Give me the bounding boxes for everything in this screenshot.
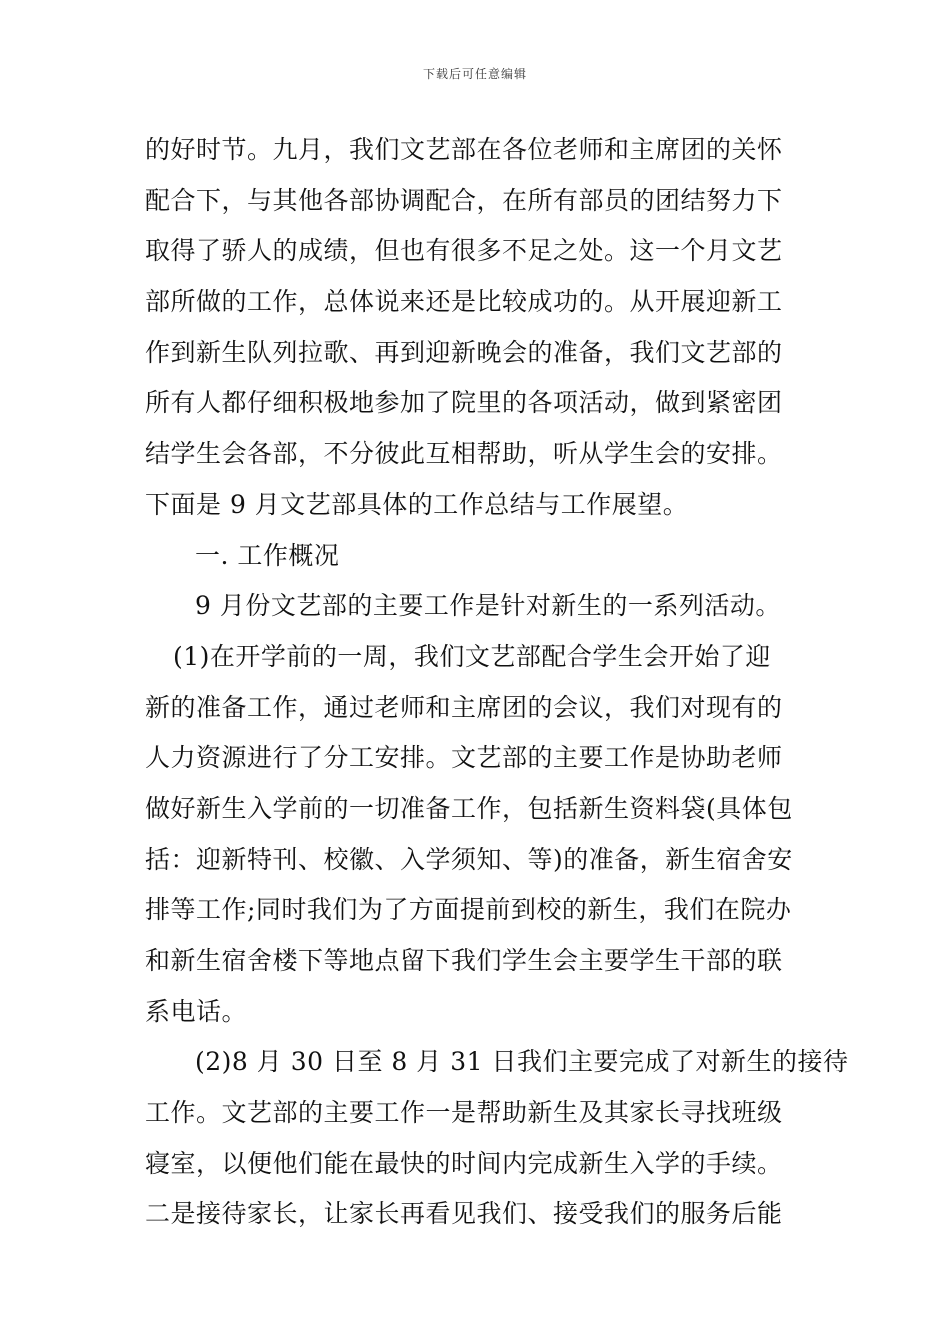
text-line: 下面是 9 月文艺部具体的工作总结与工作展望。	[145, 489, 689, 519]
text-line: 人力资源进行了分工安排。文艺部的主要工作是协助老师	[145, 743, 783, 773]
text-line: 括：迎新特刊、校徽、入学须知、等)的准备，新生宿舍安	[145, 844, 793, 874]
section-heading: 一. 工作概况	[195, 540, 340, 570]
text-line: 新的准备工作，通过老师和主席团的会议，我们对现有的	[145, 692, 783, 722]
text-line: 和新生宿舍楼下等地点留下我们学生会主要学生干部的联	[145, 946, 783, 975]
text-line: 取得了骄人的成绩，但也有很多不足之处。这一个月文艺	[145, 236, 783, 266]
text-line: 寝室，以便他们能在最快的时间内完成新生入学的手续。	[145, 1148, 783, 1178]
text-line: 所有人都仔细积极地参加了院里的各项活动，做到紧密团	[145, 388, 783, 418]
text-line: 排等工作;同时我们为了方面提前到校的新生，我们在院办	[145, 895, 792, 925]
text-line: 系电话。	[145, 996, 248, 1026]
text-line: 部所做的工作，总体说来还是比较成功的。从开展迎新工	[145, 287, 783, 317]
text-line: 作到新生队列拉歌、再到迎新晚会的准备，我们文艺部的	[145, 337, 783, 367]
text-line: 9 月份文艺部的主要工作是针对新生的一系列活动。	[195, 591, 781, 621]
text-line: 二是接待家长，让家长再看见我们、接受我们的服务后能	[145, 1199, 783, 1229]
text-line: 做好新生入学前的一切准备工作，包括新生资料袋(具体包	[145, 793, 793, 823]
text-line: 结学生会各部，不分彼此互相帮助，听从学生会的安排。	[145, 439, 783, 469]
text-line: 配合下，与其他各部协调配合，在所有部员的团结努力下	[145, 185, 783, 215]
text-line: 的好时节。九月，我们文艺部在各位老师和主席团的关怀	[145, 135, 783, 164]
document-body	[145, 125, 849, 1240]
text-line: 工作。文艺部的主要工作一是帮助新生及其家长寻找班级	[145, 1098, 783, 1128]
text-line: (2)8 月 30 日至 8 月 31 日我们主要完成了对新生的接待	[195, 1047, 849, 1077]
text-line: (1)在开学前的一周，我们文艺部配合学生会开始了迎	[173, 641, 771, 671]
page-header: 下载后可任意编辑	[422, 67, 527, 81]
